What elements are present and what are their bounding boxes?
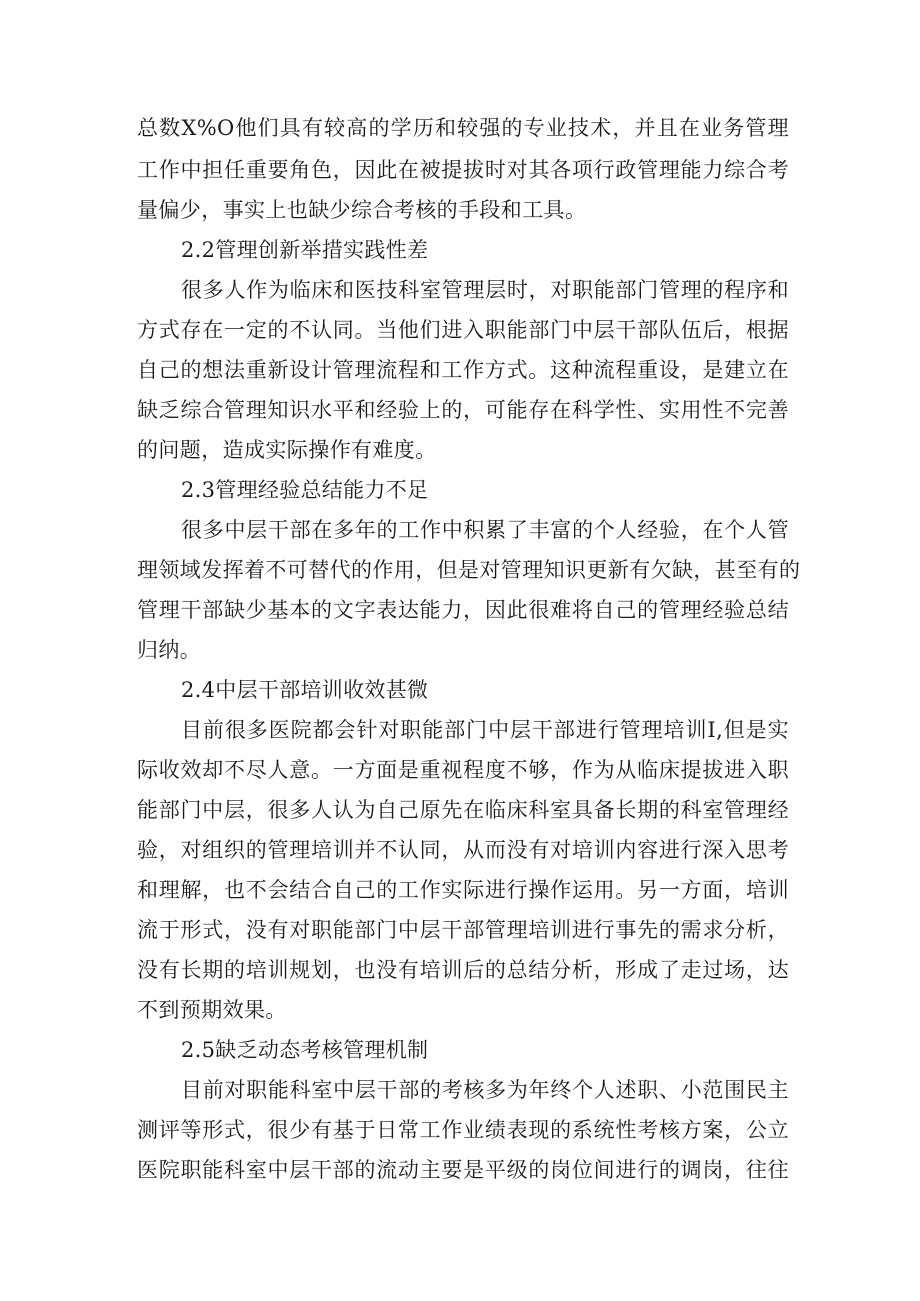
paragraph-line: 目前很多医院都会针对职能部门中层干部进行管理培训I,但是实	[181, 718, 789, 742]
paragraph-line: 很多人作为临床和医技科室管理层时，对职能部门管理的程序和	[181, 278, 789, 302]
paragraph-line: 际收效却不尽人意。一方面是重视程度不够，作为从临床提拔进入职	[137, 758, 789, 782]
paragraph-line: 测评等形式，很少有基于日常工作业绩表现的系统性考核方案，公立	[137, 1118, 789, 1142]
paragraph-line: 不到预期效果。	[137, 998, 287, 1022]
paragraph-line: 验，对组织的管理培训并不认同，从而没有对培训内容进行深入思考	[137, 838, 789, 862]
paragraph-line: 理领域发挥着不可替代的作用，但是对管理知识更新有欠缺，甚至有的	[137, 558, 801, 582]
paragraph-line: 能部门中层，很多人认为自己原先在临床科室具备长期的科室管理经	[137, 798, 789, 822]
paragraph-line: 没有长期的培训规划，也没有培训后的总结分析，形成了走过场，达	[137, 958, 789, 982]
paragraph-line: 目前对职能科室中层干部的考核多为年终个人述职、小范围民主	[181, 1078, 789, 1102]
paragraph-line: 自己的想法重新设计管理流程和工作方式。这种流程重设，是建立在	[137, 358, 789, 382]
paragraph-line: 医院职能科室中层干部的流动主要是平级的岗位间进行的调岗，往往	[137, 1158, 789, 1182]
paragraph-line: 缺乏综合管理知识水平和经验上的，可能存在科学性、实用性不完善	[137, 398, 789, 422]
paragraph-line: 管理干部缺少基本的文字表达能力，因此很难将自己的管理经验总结	[137, 598, 789, 622]
paragraph-line: 量偏少，事实上也缺少综合考核的手段和工具。	[137, 198, 587, 222]
section-heading-2-3: 2.3管理经验总结能力不足	[181, 478, 429, 502]
paragraph-line: 流于形式，没有对职能部门中层干部管理培训进行事先的需求分析，	[137, 918, 789, 942]
paragraph-line: 归纳。	[137, 638, 202, 662]
section-heading-2-4: 2.4中层干部培训收效甚微	[181, 678, 429, 702]
paragraph-line: 很多中层干部在多年的工作中积累了丰富的个人经验，在个人管	[181, 518, 789, 542]
paragraph-line: 方式存在一定的不认同。当他们进入职能部门中层干部队伍后，根据	[137, 318, 789, 342]
paragraph-line: 的问题，造成实际操作有难度。	[137, 438, 437, 462]
section-heading-2-2: 2.2管理创新举措实践性差	[181, 238, 429, 262]
paragraph-line: 总数X%O他们具有较高的学历和较强的专业技术，并且在业务管理	[137, 116, 789, 140]
paragraph-line: 工作中担任重要角色，因此在被提拔时对其各项行政管理能力综合考	[137, 158, 789, 182]
section-heading-2-5: 2.5缺乏动态考核管理机制	[181, 1038, 429, 1062]
paragraph-line: 和理解，也不会结合自己的工作实际进行操作运用。另一方面，培训	[137, 878, 789, 902]
